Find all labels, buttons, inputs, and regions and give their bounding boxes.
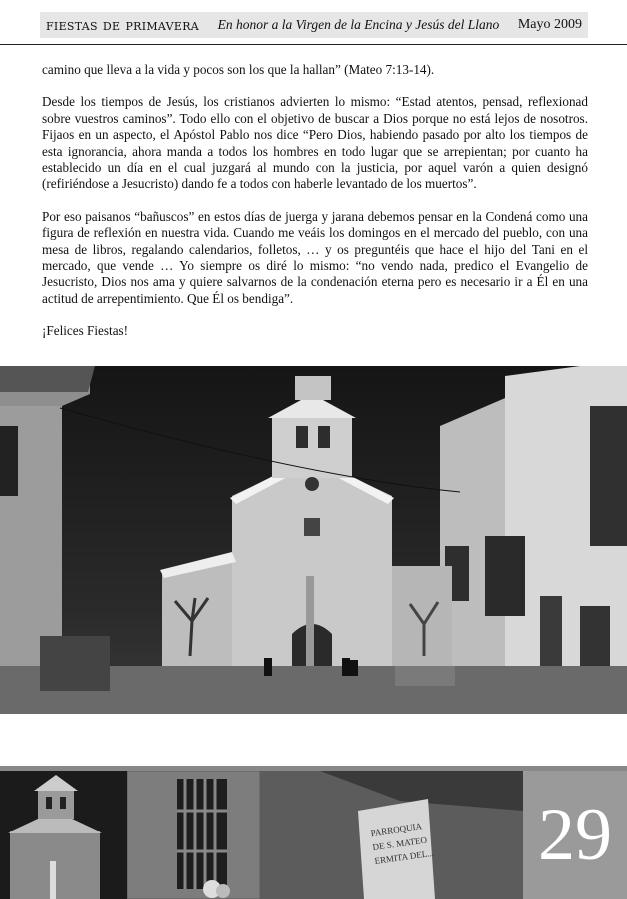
header-rule xyxy=(0,44,627,45)
strip-photo-tower xyxy=(0,771,127,899)
paragraph: camino que lleva a la vida y pocos son los que la hallan” (Mateo 7:13-14). xyxy=(42,62,435,77)
sign-line: ERMITA DEL... xyxy=(373,847,435,866)
church-photo xyxy=(0,366,627,714)
paragraph: Por eso paisanos “bañuscos” en estos días de juerga y jarana debemos pensar en la Condená como una figura de reflexión en nuestra vida. Cuando me veáis los domingos en el mercado del pueblo, con una mesa de libros, regalando calendarios, folletos, … y os preguntéis que hace el hijo del Tani en el mercado, que vende … Yo siempre os diré lo mismo: “no vendo nada, predico el Evangelio de Jesucristo, Dios nos ama y quiere salvarnos de la condenación eterna pero es necesario ir a Él en una actitud de arrepentimiento. Que Él os bendiga”. xyxy=(42,208,588,306)
sign-line: DE S. MATEO xyxy=(371,834,428,853)
header-subtitle: En honor a la Virgen de la Encina y Jesús del Llano xyxy=(217,17,500,32)
closing-line: ¡Felices Fiestas! xyxy=(42,323,129,339)
paragraph: Desde los tiempos de Jesús, los cristianos advierten lo mismo: “Estad atentos, pensad, reflexionad sobre vuestros caminos”. Todo ello con el objetivo de buscar a Dios porque no está lejos de nosotros. Fijaos en un aspecto, el Apóstol Pablo nos dice “Pero Dios, habiendo pasado por alto los tiempos de esta ignorancia, ahora manda a todos los hombres en todo lugar que se arrepientan; por cuanto ha establecido un día en el cual juzgará al mundo con la justicia, por aquel varón a quien designó (refiriéndose a Jesucristo) dando fe a todos con haberle levantado de los muertos”. xyxy=(42,94,588,192)
page-number: 29 xyxy=(523,771,627,899)
issue-date: Mayo 2009 xyxy=(517,17,582,32)
article-body xyxy=(42,62,588,356)
strip-photo-sign xyxy=(260,771,523,899)
sign-line: PARROQUIA xyxy=(369,821,423,839)
running-header xyxy=(40,12,588,38)
publication-title: fiestas de primavera xyxy=(46,16,200,34)
strip-photo-window xyxy=(127,771,260,899)
photo-strip xyxy=(0,766,627,899)
